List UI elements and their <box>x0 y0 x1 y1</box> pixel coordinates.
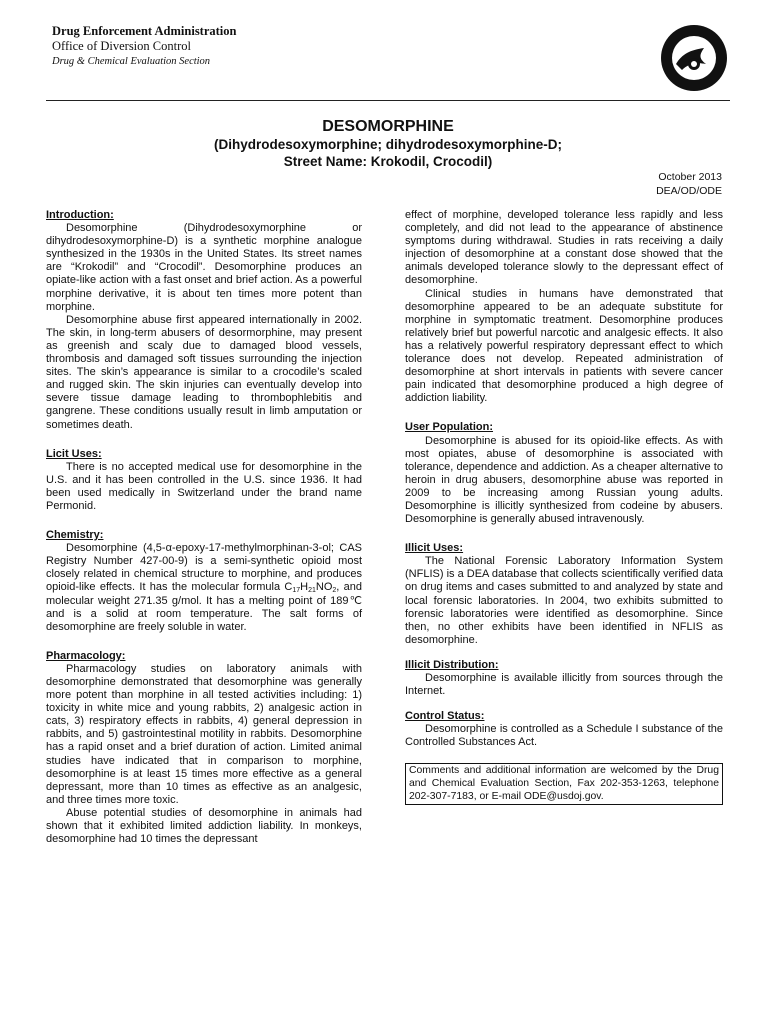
right-column <box>405 209 723 805</box>
document-title <box>46 117 730 170</box>
introduction-heading: Introduction: <box>46 209 114 221</box>
letterhead <box>52 24 237 69</box>
illicit-uses-paragraph: The National Forensic Laboratory Information System (NFLIS) is a DEA database that collects scientifically verified data on drug items and cases submitted to and analyzed by state and local forensic laboratories. In 2004, two exhibits submitted to forensic laboratories were identified as desomorphine. Since then, no other exhibits have been identified in NFLIS as desomorphine. <box>405 555 723 646</box>
street-names: Street Name: Krokodil, Crocodil) <box>283 154 493 169</box>
chemistry-heading: Chemistry: <box>46 529 104 542</box>
publication-date: October 2013 <box>658 171 722 183</box>
introduction-paragraph-1: Desomorphine (Dihydrodesoxymorphine or dihydrodesoxymorphine-D) is a synthetic morphine analogue synthesized in the 1930s in the United States. Its street names are “Krokodil” and “Crocodil”. Desomorphine produces an opiate-like action with a fast onset and brief action. As a powerful morphine derivative, it is about ten times more potent than morphine. <box>46 222 362 313</box>
licit-uses-paragraph: There is no accepted medical use for desomorphine in the U.S. and it has been controlled in the U.S. since 1936. It had been used medically in Switzerland under the brand name Permonid. <box>46 460 362 512</box>
comments-box: Comments and additional information are welcomed by the Drug and Chemical Evaluation Section, Fax 202-353-1263, telephone 202-307-7183, or E-mail ODE@usdoj.gov. <box>405 763 723 805</box>
section-name: Drug & Chemical Evaluation Section <box>52 56 211 67</box>
control-status-heading: Control Status: <box>405 710 485 723</box>
control-status-paragraph: Desomorphine is controlled as a Schedule I substance of the Controlled Substances Act. <box>405 723 723 749</box>
header-rule <box>46 100 730 101</box>
chemistry-paragraph: Desomorphine (4,5-α-epoxy-17-methylmorphinan-3-ol; CAS Registry Number 427-00-9) is a semi-synthetic opioid most closely related in chemical structure to morphine, and produces opioid-like effects. It has the molecular formula $C_{17}H_{21}NO_2$, and molecular weight 271.35 g/mol. It has a melting point of 189℃ and is a solid at room temperature. The salt forms of desomorphine are freely soluble in water. <box>46 542 362 633</box>
drug-aliases: (Dihydrodesoxymorphine; dihydrodesoxymorphine-D; <box>213 137 563 152</box>
pharmacology-paragraph-2-continued: effect of morphine, developed tolerance less rapidly and less completely, and did not lead to the appearance of abstinence symptoms during withdrawal. Studies in rats receiving a daily injection of desomorphine at a constant dose showed that the animals developed tolerance slowly to the depressant effect of desomorphine. <box>405 209 723 287</box>
pharmacology-paragraph-2: Abuse potential studies of desomorphine in animals had shown that it exhibited limited addiction liability. In monkeys, desomorphine had 10 times the depressant <box>46 806 362 846</box>
dateline <box>656 170 722 198</box>
user-population-paragraph: Desomorphine is abused for its opioid-like effects. As with most opiates, abuse of desomorphine is associated with tolerance, dependence and addiction. As a cheaper alternative to heroin in drug abusers, desomorphine abuse was reported in 2009 to be increasing among Russian young adults. Desomorphine is illicitly synthesized from codeine by abusers. Desomorphine is generally abused intravenously. <box>405 434 723 526</box>
left-column <box>46 209 362 846</box>
illicit-distribution-heading: Illicit Distribution: <box>405 658 499 671</box>
office-code: DEA/OD/ODE <box>656 185 722 197</box>
drug-name-heading: DESOMORPHINE <box>322 118 454 135</box>
agency-name: Drug Enforcement Administration <box>52 24 237 38</box>
pharmacology-heading: Pharmacology: <box>46 649 126 662</box>
illicit-distribution-paragraph: Desomorphine is available illicitly from sources through the Internet. <box>405 672 723 698</box>
pharmacology-paragraph-1: Pharmacology studies on laboratory animals with desomorphine demonstrated that desomorphine was generally more potent than morphine in all tested activities including: 1) toxicity in white mice and young rabbits, 2) analgesic action in cats, 3) respiratory effects in rabbits, 4) general depression in rabbits, and 5) gastrointestinal motility in rabbits. Desomorphine has a rapid onset and a brief duration of action. Limited animal studies have indicated that in comparison to morphine, desomorphine is at least 15 times more effective as a general depressant, more than 10 times as effective as an analgesic, and three times more toxic. <box>46 662 362 806</box>
introduction-paragraph-2: Desomorphine abuse first appeared internationally in 2002. The skin, in long-term abusers of desormorphine, may present as greenish and scaly due to damaged blood vessels, thrombosis and damaged soft tissues surrounding the injection sites. The skin’s appearance is similar to a crocodile’s scaled and rugged skin. The skin injuries can eventually develop into severe tissue damage leading to thrombophlebitis and gangrene. These conditions usually result in limb amputation or sometimes death. <box>46 313 362 431</box>
office-name: Office of Diversion Control <box>52 39 191 53</box>
user-population-heading: User Population: <box>405 421 494 434</box>
doj-dea-seal-icon <box>660 24 728 92</box>
pharmacology-paragraph-3: Clinical studies in humans have demonstrated that desomorphine appeared to be an adequate substitute for morphine in symptomatic treatment. Desomorphine produces relatively brief but powerful narcotic and analgesic effects. It also has a relatively powerful respiratory depressant effect to which tolerance does not develop. Repeated administration of desomorphine at short intervals in patients with severe cancer pain indicated that desomorphine produced a high degree of addiction liability. <box>405 287 723 405</box>
licit-uses-heading: Licit Uses: <box>46 447 102 460</box>
illicit-uses-heading: Illicit Uses: <box>405 542 464 555</box>
